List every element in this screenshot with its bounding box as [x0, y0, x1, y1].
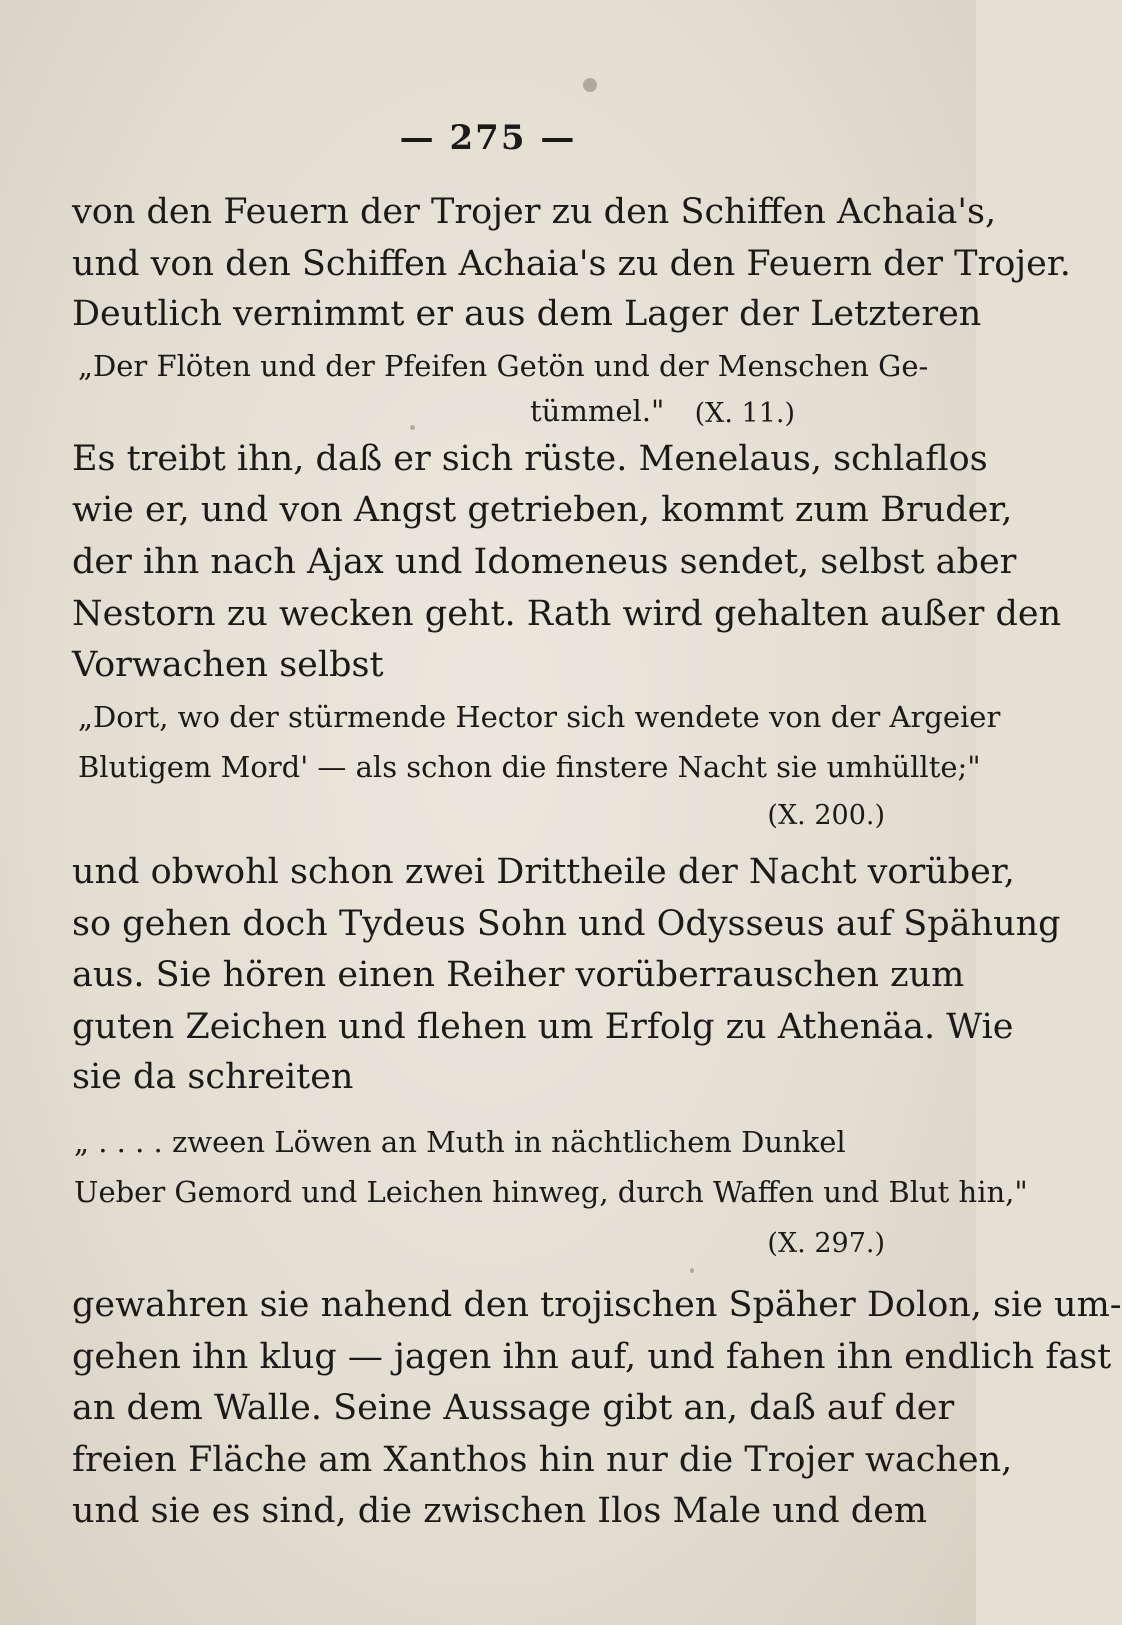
quote-line: „Der Flöten und der Pfeifen Getön und der Menschen Ge- [78, 349, 929, 383]
page-number: — 275 — [399, 118, 577, 158]
text-line: und von den Schiffen Achaia's zu den Feuern der Trojer. [72, 244, 1071, 284]
text-line: so gehen doch Tydeus Sohn und Odysseus auf Spähung [72, 904, 1061, 944]
text-line: freien Fläche am Xanthos hin nur die Trojer wachen, [72, 1440, 1013, 1480]
quote-line: tümmel." [530, 394, 665, 428]
quote-line: „Dort, wo der stürmende Hector sich wendete von der Argeier [78, 700, 1001, 734]
verse-reference: (X. 200.) [767, 800, 885, 831]
verse-reference: (X. 297.) [767, 1228, 885, 1259]
text-line: gehen ihn klug — jagen ihn auf, und fahen ihn endlich fast [72, 1337, 1112, 1377]
verse-reference: (X. 11.) [694, 398, 795, 429]
text-line: von den Feuern der Trojer zu den Schiffen Achaia's, [72, 192, 997, 232]
text-line: der ihn nach Ajax und Idomeneus sendet, selbst aber [72, 542, 1017, 582]
text-line: an dem Walle. Seine Aussage gibt an, daß auf der [72, 1388, 955, 1428]
text-line: sie da schreiten [72, 1057, 354, 1097]
paper-speck [690, 1268, 694, 1273]
text-line: und obwohl schon zwei Drittheile der Nacht vorüber, [72, 852, 1015, 892]
text-line: gewahren sie nahend den trojischen Späher Dolon, sie um- [72, 1285, 1122, 1325]
paper-speck [410, 425, 415, 430]
quote-line: „ . . . . zween Löwen an Muth in nächtlichem Dunkel [74, 1125, 846, 1159]
paper-speck [583, 78, 597, 92]
text-line: wie er, und von Angst getrieben, kommt zum Bruder, [72, 490, 1013, 530]
quote-line: Ueber Gemord und Leichen hinweg, durch Waffen und Blut hin," [74, 1175, 1028, 1209]
text-line: Nestorn zu wecken geht. Rath wird gehalten außer den [72, 594, 1062, 634]
text-line: guten Zeichen und flehen um Erfolg zu Athenäa. Wie [72, 1007, 1014, 1047]
quote-line: Blutigem Mord' — als schon die finstere Nacht sie umhüllte;" [78, 750, 981, 784]
text-line: Deutlich vernimmt er aus dem Lager der Letzteren [72, 294, 982, 334]
text-line: aus. Sie hören einen Reiher vorüberrauschen zum [72, 955, 965, 995]
text-line: Es treibt ihn, daß er sich rüste. Menelaus, schlaflos [72, 439, 988, 479]
text-line: Vorwachen selbst [72, 645, 384, 685]
text-line: und sie es sind, die zwischen Ilos Male und dem [72, 1491, 928, 1531]
